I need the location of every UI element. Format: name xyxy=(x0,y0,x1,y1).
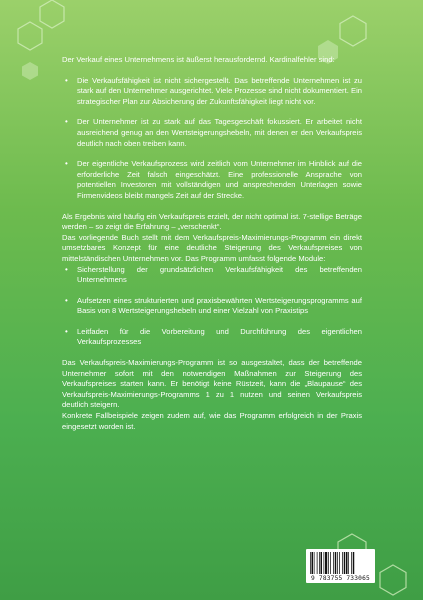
list-item: • Die Verkaufsfähigkeit ist nicht sichergestellt. Das betreffende Unternehmen ist zu stark auf den Unternehmer ausgerichtet. Viele Prozesse sind nicht dokumentiert. Ein strategischer Plan zur Absicherung der Zukunftsfähigkeit liegt nicht vor. xyxy=(62,76,362,108)
list-item: • Leitfaden für die Vorbereitung und Durchführung des eigentlichen Verkaufsprozesses xyxy=(62,327,362,348)
barcode xyxy=(306,549,375,583)
list-item: • Sicherstellung der grundsätzlichen Verkaufsfähigkeit des betreffenden Unternehmens xyxy=(62,265,362,286)
list-item: • Der Unternehmer ist zu stark auf das Tagesgeschäft fokussiert. Er arbeitet nicht ausreichend genug an den Wertsteigerungshebeln, mit denen er den Verkaufspreis deutlich nach oben treiben kann. xyxy=(62,117,362,149)
back-cover-text xyxy=(62,55,362,432)
isbn-number: 9 783755 733065 xyxy=(311,575,370,582)
list-item: • Aufsetzen eines strukturierten und praxisbewährten Wertsteigerungsprogramms auf Basis von 8 Wertsteigerungshebeln und einer Vielzahl von Praxistips xyxy=(62,296,362,317)
barcode-bars xyxy=(310,552,371,574)
closing-text: Das Verkaufspreis-Maximierungs-Programm ist so ausgestaltet, dass der betreffende Unternehmer sofort mit den notwendigen Maßnahmen zur Steigerung des Verkaufspreises starten kann. Er benötigt keine Rüstzeit, kann die „Blaupause“ des Verkaufspreis-Maximierungs-Programms 1 zu 1 nutzen und seinen Verkaufspreis deutlich steigern. xyxy=(62,358,362,410)
concept-text: Das vorliegende Buch stellt mit dem Verkaufspreis-Maximierungs-Programm ein direkt umsetzbares Konzept für eine deutliche Steigerung des Verkaufspreises von mittelständischen Unternehmen vor. Das Programm umfasst folgende Module: xyxy=(62,232,362,263)
result-text: Als Ergebnis wird häufig ein Verkaufspreis erzielt, der nicht optimal ist. 7-stellige Beträge werden – so zeigt die Erfahrung – „verschenkt“. xyxy=(62,211,362,232)
intro-text: Der Verkauf eines Unternehmens ist äußerst herausfordernd. Kardinalfehler sind: xyxy=(62,55,335,64)
closing-text-2: Konkrete Fallbeispiele zeigen zudem auf, wie das Programm erfolgreich in der Praxis eingesetzt worden ist. xyxy=(62,411,362,431)
module-list xyxy=(62,265,362,349)
error-list xyxy=(62,76,362,202)
list-item: • Der eigentliche Verkaufsprozess wird zeitlich vom Unternehmer im Hinblick auf die erforderliche Zeit falsch eingeschätzt. Eine professionelle Ansprache von potentiellen Investoren mit vollständigen und ansprechenden Unterlagen sowie Firmenvideos bleibt mangels Zeit auf der Strecke. xyxy=(62,159,362,201)
